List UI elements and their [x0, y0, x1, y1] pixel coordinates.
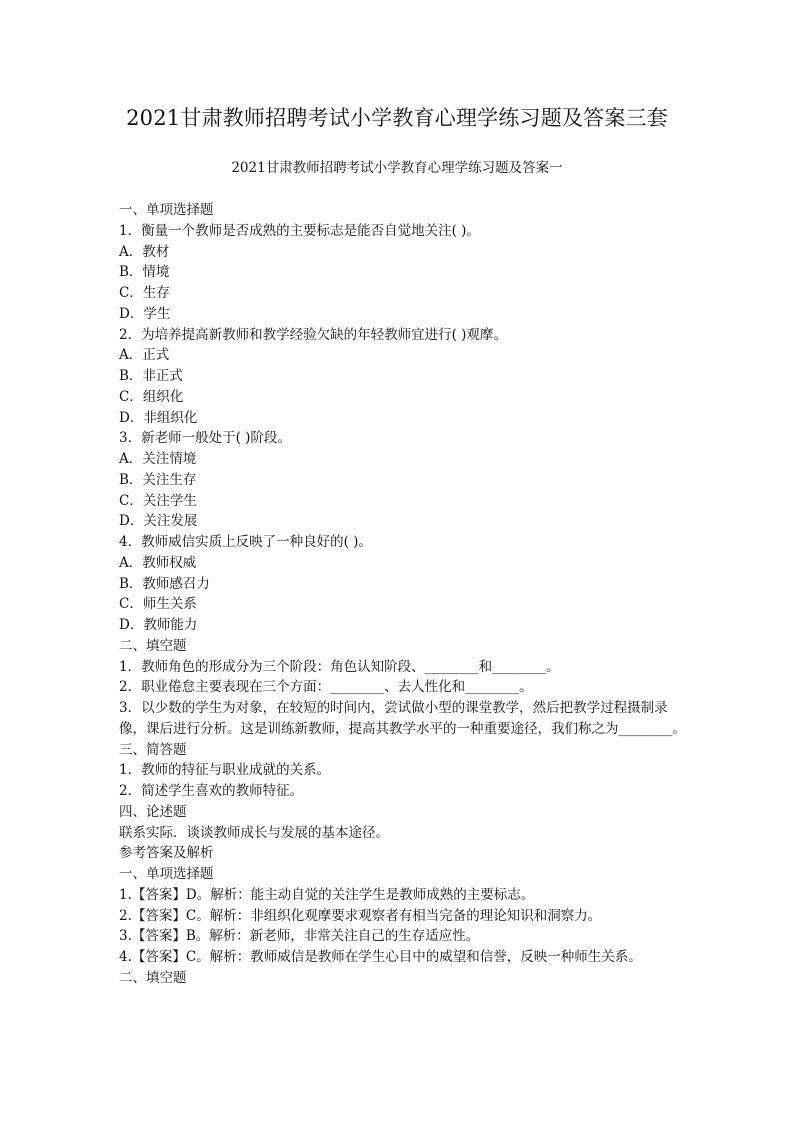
question-option: B．关注生存 [119, 471, 197, 488]
answer-item: 1.【答案】D。解析：能主动自觉的关注学生是教师成熟的主要标志。 [119, 886, 535, 903]
answer-item: 4.【答案】C。解析：教师威信是教师在学生心目中的威望和信誉，反映一种师生关系。 [119, 949, 642, 965]
section-heading-fill-blank: 二、填空题 [119, 637, 187, 654]
fill-blank-item: 3．以少数的学生为对象，在较短的时间内，尝试做小型的课堂教学，然后把教学过程摄制录像，课后进行分析。这是训练新教师，提高其教学水平的一种重要途径，我们称之为________。 [119, 700, 686, 737]
question-option: D．教师能力 [119, 617, 198, 633]
short-answer-item: 2．简述学生喜欢的教师特征。 [119, 783, 304, 799]
question-stem: 1．衡量一个教师是否成熟的主要标志是能否自觉地关注( )。 [119, 222, 480, 239]
question-option: B．情境 [119, 264, 170, 281]
question-option: C．组织化 [119, 388, 184, 405]
question-option: D．关注发展 [119, 513, 198, 530]
question-option: A．正式 [119, 347, 170, 364]
question-option: B．教师感召力 [119, 575, 210, 592]
question-option: C．生存 [119, 285, 170, 301]
question-option: C．关注学生 [119, 492, 197, 509]
answers-section-heading: 二、填空题 [119, 969, 187, 986]
section-heading-short-answer: 三、简答题 [119, 741, 187, 758]
question-option: D．非组织化 [119, 409, 198, 426]
answers-section-heading: 一、单项选择题 [119, 866, 214, 882]
document-subtitle: 2021甘肃教师招聘考试小学教育心理学练习题及答案一 [231, 160, 563, 176]
answers-heading: 参考答案及解析 [119, 845, 214, 862]
question-option: A．关注情境 [119, 451, 197, 467]
fill-blank-item: 1．教师角色的形成分为三个阶段：角色认知阶段、________和________。 [119, 658, 560, 675]
question-option: A．教材 [119, 243, 170, 260]
question-option: B．非正式 [119, 368, 183, 384]
question-option: D．学生 [119, 305, 171, 322]
section-heading-multiple-choice: 一、单项选择题 [119, 202, 214, 218]
document-title: 2021甘肃教师招聘考试小学教育心理学练习题及答案三套 [126, 106, 668, 130]
answer-item: 2.【答案】C。解析：非组织化观摩要求观察者有相当完备的理论知识和洞察力。 [119, 907, 602, 924]
answer-item: 3.【答案】B。解析：新老师，非常关注自己的生存适应性。 [119, 928, 480, 945]
question-stem: 2．为培养提高新教师和教学经验欠缺的年轻教师宜进行( )观摩。 [119, 326, 507, 343]
document-body [119, 200, 689, 989]
question-option: A．教师权威 [119, 554, 197, 571]
question-stem: 3．新老师一般处于( )阶段。 [119, 430, 291, 447]
essay-item: 联系实际．谈谈教师成长与发展的基本途径。 [119, 824, 389, 841]
short-answer-item: 1．教师的特征与职业成就的关系。 [119, 762, 331, 779]
section-heading-essay: 四、论述题 [119, 803, 187, 820]
question-stem: 4．教师威信实质上反映了一种良好的( )。 [119, 534, 372, 550]
fill-blank-item: 2．职业倦怠主要表现在三个方面：________、去人性化和________。 [119, 679, 533, 696]
question-option: C．师生关系 [119, 596, 197, 613]
